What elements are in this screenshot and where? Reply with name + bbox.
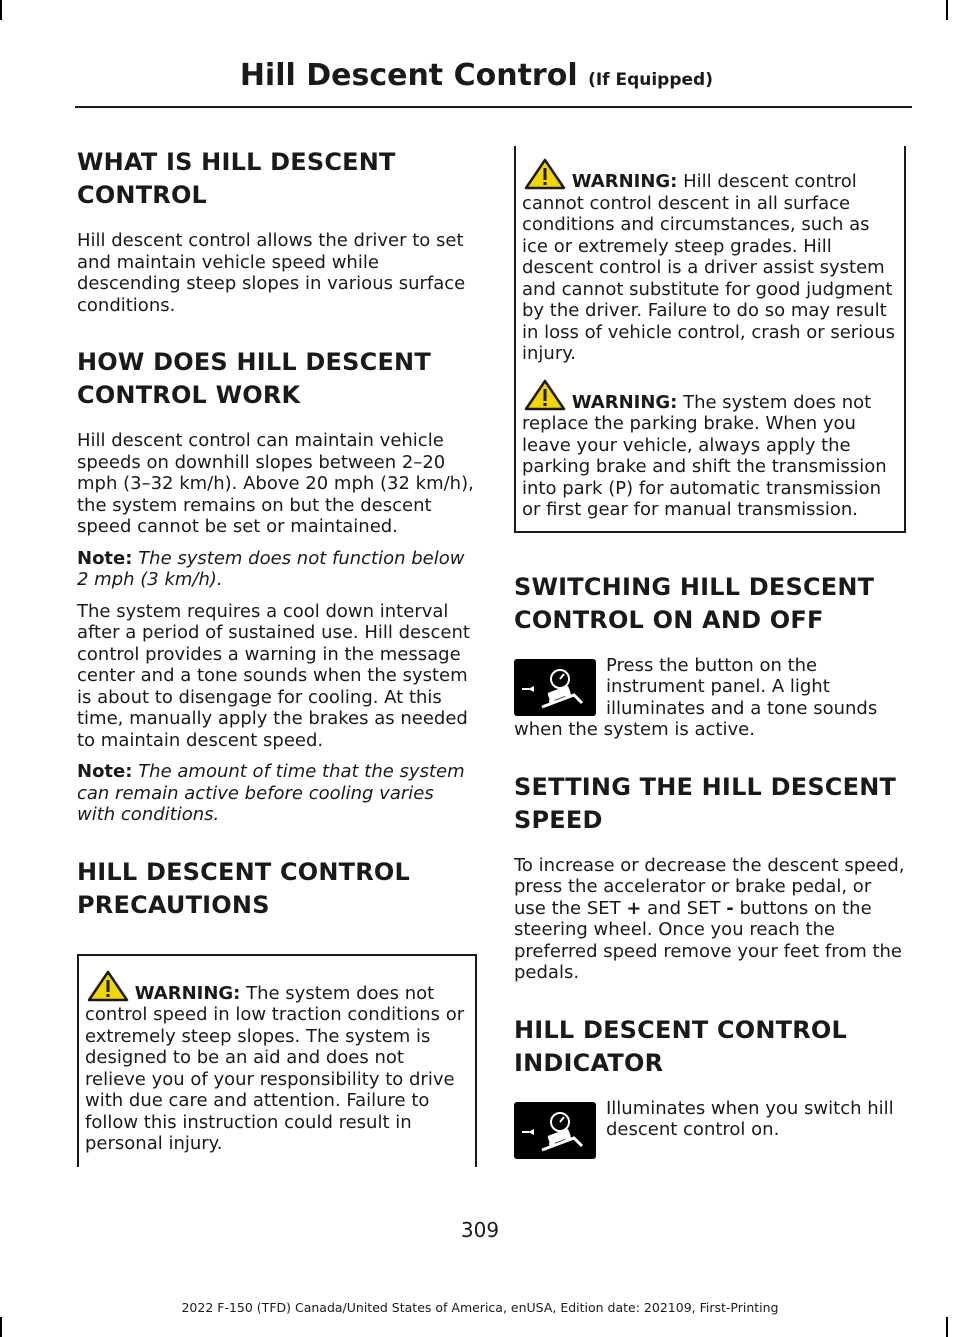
paragraph: The system requires a cool down interval after a period of sustained use. Hill descent control provides a warning in the message center and a tone sounds when the system is about to disengage for cooling. At this time, manually apply the brakes as needed to maintain descent speed. xyxy=(77,600,470,751)
paragraph: To increase or decrease the descent speed, press the accelerator or brake pedal, or use the SET + and SET - buttons on the steering wheel. Once you reach the preferred speed remove your feet from the pedals. xyxy=(514,854,905,983)
set-minus-symbol: - xyxy=(726,897,734,919)
section-heading-what-is: WHAT IS HILL DESCENT CONTROL xyxy=(77,148,396,209)
page-header-title xyxy=(240,58,713,93)
crop-mark xyxy=(946,1317,948,1337)
crop-mark xyxy=(946,0,948,20)
warning-text: WARNING: Hill descent control cannot control descent in all surface conditions and circumstances, such as ice or extremely steep grades. Hill descent control is a driver assist system and cannot substitute for good judgment by the driver. Failure to do so may result in loss of vehicle control, crash or serious injury. xyxy=(522,158,898,365)
warning-triangle-icon xyxy=(87,970,129,1002)
section-heading-precautions: HILL DESCENT CONTROL PRECAUTIONS xyxy=(77,857,411,919)
warning-box xyxy=(514,146,906,533)
section-heading-indicator: HILL DESCENT CONTROL INDICATOR xyxy=(514,1015,848,1077)
right-column xyxy=(514,146,906,1178)
warning-box xyxy=(77,954,477,1167)
warning-triangle-icon xyxy=(524,379,566,411)
section-heading-setting-speed: SETTING THE HILL DESCENT SPEED xyxy=(514,772,897,834)
set-plus-symbol: + xyxy=(626,897,642,919)
paragraph: Illuminates when you switch hill descent control on. xyxy=(606,1097,894,1140)
paragraph: Hill descent control can maintain vehicle speeds on downhill slopes between 2–20 mph (3–32 km/h). Above 20 mph (32 km/h), the system remains on but the descent speed cannot be set or maintained. xyxy=(77,430,474,537)
footer-edition-info: 2022 F-150 (TFD) Canada/United States of America, enUSA, Edition date: 202109, First-Printing xyxy=(181,1300,779,1315)
header-title-text: Hill Descent Control xyxy=(239,58,578,93)
indicator-description xyxy=(514,1098,906,1178)
note: Note: The system does not function below 2 mph (3 km/h). xyxy=(77,547,465,590)
crop-mark xyxy=(0,0,2,20)
left-column xyxy=(77,146,477,1167)
warning-text: WARNING: The system does not control speed in low traction conditions or extremely steep slopes. The system is designed to be an aid and does not relieve you of your responsibility to drive with due care and attention. Failure to follow this instruction could result in personal injury. xyxy=(85,970,469,1155)
header-qualifier: (If Equipped) xyxy=(588,70,713,90)
crop-mark xyxy=(0,1317,2,1337)
switch-instructions xyxy=(514,655,906,741)
header-rule xyxy=(75,106,912,108)
hill-descent-indicator-icon xyxy=(514,1102,596,1159)
section-heading-switching: SWITCHING HILL DESCENT CONTROL ON AND OFF xyxy=(514,572,875,634)
page-number: 309 xyxy=(460,1218,500,1242)
note: Note: The amount of time that the system can remain active before cooling varies with conditions. xyxy=(77,761,465,825)
warning-text: WARNING: The system does not replace the parking brake. When you leave your vehicle, always apply the parking brake and shift the transmission into park (P) for automatic transmission or first gear for manual transmission. xyxy=(522,379,898,521)
hill-descent-control-icon xyxy=(514,659,596,716)
warning-triangle-icon xyxy=(524,158,566,190)
section-heading-how-does: HOW DOES HILL DESCENT CONTROL WORK xyxy=(77,348,431,409)
paragraph: Hill descent control allows the driver to set and maintain vehicle speed while descending steep slopes in various surface conditions. xyxy=(77,230,466,316)
paragraph: Press the button on the instrument panel. A light illuminates and a tone sounds when the system is active. xyxy=(514,654,878,740)
